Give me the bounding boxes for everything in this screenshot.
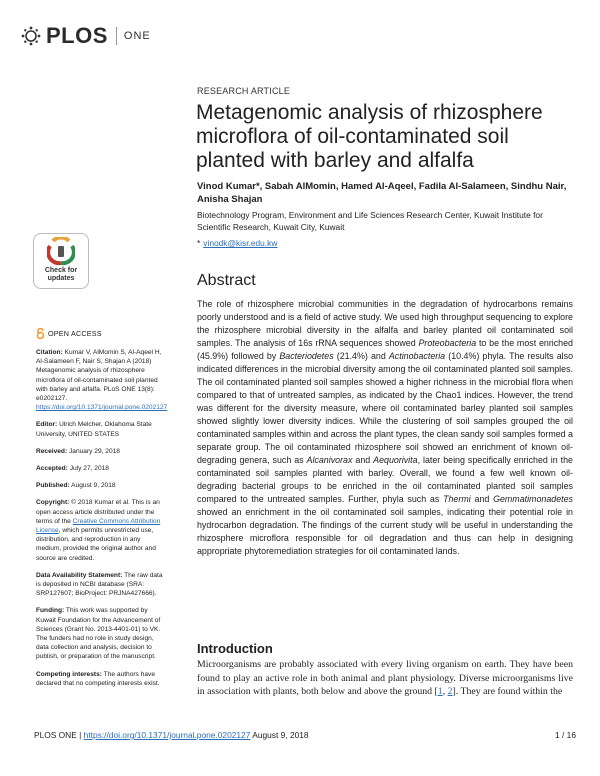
taxon-name: Proteobacteria xyxy=(418,338,477,348)
accepted-date: Accepted: July 27, 2018 xyxy=(36,465,109,473)
page-footer xyxy=(0,730,600,750)
published-date: Published: August 9, 2018 xyxy=(36,482,116,490)
data-availability-block: Data Availability Statement: The raw data is deposited in NCBI database (SRA: SRP127607; BioProject: PRJNA427666). xyxy=(36,571,163,598)
open-access-badge xyxy=(36,328,164,339)
page-number: 1 / 16 xyxy=(555,730,576,740)
open-lock-icon xyxy=(36,328,45,339)
funding-block: Funding: This work was supported by Kuwait Foundation for the Advancement of Sciences (Grant No. 2013-4401-01) to VK. The funders had no role in study design, data collection and analysis, decision to publish, or preparation of the manuscript. xyxy=(36,607,161,661)
footer-journal: PLOS ONE xyxy=(34,730,77,740)
email-link[interactable]: vinodk@kisr.edu.kw xyxy=(203,238,278,248)
article-metadata-sidebar xyxy=(36,328,168,696)
article-title: Metagenomic analysis of rhizosphere microflora of oil-contaminated soil planted with barley and alfalfa xyxy=(196,101,543,172)
taxon-name: Alcanivorax xyxy=(306,455,353,465)
footer-citation: PLOS ONE | https://doi.org/10.1371/journal.pone.0202127 August 9, 2018 xyxy=(34,730,309,740)
copyright-block: Copyright: © 2018 Kumar et al. This is an open access article distributed under the terms of the Creative Commons Attribution License, which permits unrestricted use, distribution, and reproduction in any medium, provided the original author and source are credited. xyxy=(36,499,161,562)
journal-name: ONE xyxy=(123,30,151,42)
logo-wordmark: PLOS xyxy=(46,23,108,48)
introduction-heading: Introduction xyxy=(197,641,273,656)
article-type-label: RESEARCH ARTICLE xyxy=(197,86,291,96)
email-asterisk: * xyxy=(197,238,201,248)
author-affiliation: Biotechnology Program, Environment and Life Sciences Research Center, Kuwait Institute for Scientific Research, Kuwait City, Kuwait xyxy=(197,210,543,232)
author-list: Vinod Kumar*, Sabah AlMomin, Hamed Al-Aqeel, Fadila Al-Salameen, Sindhu Nair, Anisha Shajan xyxy=(197,181,567,205)
taxon-name: Thermi xyxy=(443,494,471,504)
check-for-updates-badge[interactable] xyxy=(33,233,89,289)
abstract-heading: Abstract xyxy=(197,272,256,289)
citation-doi-link[interactable]: https://doi.org/10.1371/journal.pone.0202127 xyxy=(36,404,168,412)
received-date: Received: January 29, 2018 xyxy=(36,447,120,455)
logo-divider xyxy=(116,27,117,45)
check-updates-line1: Check for xyxy=(44,267,78,274)
corresponding-email xyxy=(197,238,277,248)
editor-block: Editor: Ulrich Melcher, Oklahoma State University, UNITED STATES xyxy=(36,421,152,438)
footer-date: August 9, 2018 xyxy=(250,730,309,740)
taxon-name: Bacteriodetes xyxy=(279,351,334,361)
footer-doi-link[interactable]: https://doi.org/10.1371/journal.pone.0202127 xyxy=(83,730,251,740)
license-link[interactable]: Creative Commons Attribution License xyxy=(36,517,161,535)
check-updates-line2: updates xyxy=(47,275,75,282)
reference-link[interactable]: 2 xyxy=(447,686,453,697)
check-updates-icon xyxy=(47,237,75,267)
plos-logo-icon xyxy=(20,25,42,47)
abstract-text: The role of rhizosphere microbial communities in the degradation of hydrocarbons remains poorly understood and is a field of active study. We used high throughput sequencing to explore the rhizosphere microbial diversity in the alfalfa and barley planted oil contaminated soil samples. The analysis of 16s rRNA sequences showed Proteobacteria to be the most enriched (45.9%) followed by Bacteriodetes (21.4%) and Actinobacteria (10.4%) phyla. The results also indicated differences in the microbial diversity among the oil contaminated planted soil samples. The oil contaminated planted soil samples showed a higher richness in the microbial flora when compared to that of untreated samples, as indicated by the Chao1 indices. However, the trend was different for the diversity measure, where oil contaminated barley planted soil samples showed slightly lower diversity indices. While the clustering of soil samples grouped the oil contaminated samples within and across the plant types, the clean sandy soil samples formed a separate group. The oil contaminated rhizosphere soil showed an enrichment of known oil-degrading genera, such as Alcanivorax and Aequorivita, later being specifically enriched in the contaminated soil samples planted with barley. Overall, we found a few well known oil-degrading bacterial groups to be enriched in the oil contaminated planted soil samples compared to the untreated samples. Further, phyla such as Thermi and Gemmatimonadetes showed an enrichment in the oil contaminated soil samples, indicating their potential role in hydrocarbon degradation. The findings of the current study will be useful in understanding the rhizosphere microflora responsible for oil degradation and thus can help in designing appropriate phytoremediation strategies for oil contaminated lands. xyxy=(197,299,574,556)
taxon-name: Gemmatimonadetes xyxy=(493,494,573,504)
plos-logo[interactable] xyxy=(20,20,151,52)
taxon-name: Actinobacteria xyxy=(388,351,446,361)
reference-link[interactable]: 1 xyxy=(437,686,443,697)
open-access-label: OPEN ACCESS xyxy=(48,328,102,338)
introduction-text: Microorganisms are probably associated with every living organism on earth. They have been found to play an active role in both animal and plant physiology. Diverse microorganisms live in association with plants, both below and above the ground [1, 2]. They are found within the xyxy=(197,659,573,697)
citation-block: Citation: Kumar V, AlMomin S, Al-Aqeel H, Al-Salameen F, Nair S, Shajan A (2018) Metagenomic analysis of rhizosphere microflora of oil-contaminated soil planted with barley and alfalfa. PLoS ONE 13(8): e0202127. https://doi.org/10.1371/journal.pone.0202127 xyxy=(36,349,168,412)
taxon-name: Aequorivita xyxy=(373,455,418,465)
competing-interests-block: Competing interests: The authors have declared that no competing interests exist. xyxy=(36,670,160,687)
